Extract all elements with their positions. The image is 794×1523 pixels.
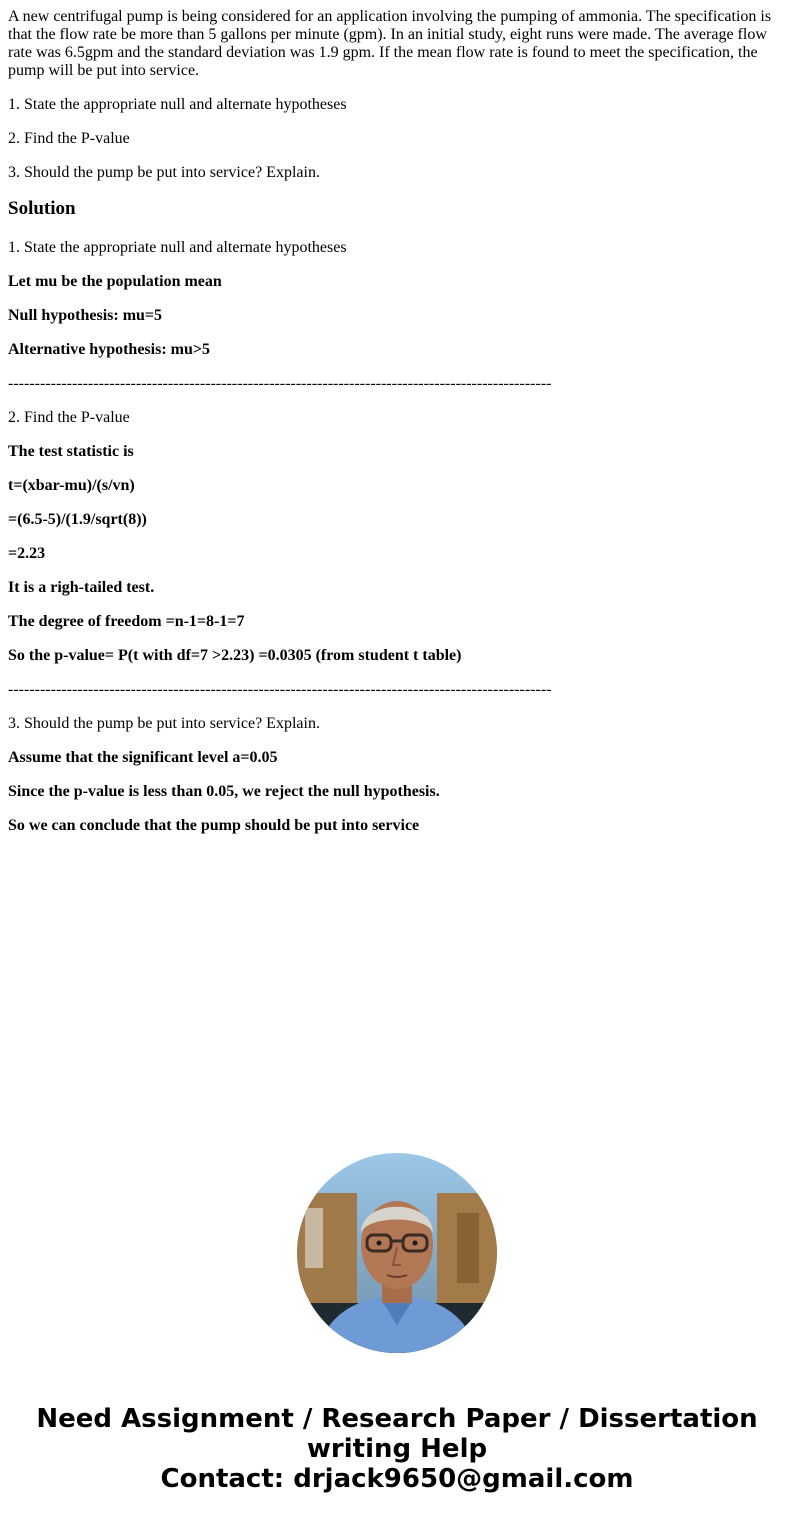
part2-line: It is a righ-tailed test. (8, 579, 155, 596)
part1-label: 1. State the appropriate null and alternate hypotheses (8, 239, 347, 256)
part1-line: Null hypothesis: mu=5 (8, 307, 163, 324)
divider: ------------------------------------------------------------------------------------------------------ (8, 375, 552, 392)
question-item-3: 3. Should the pump be put into service? Explain. (8, 164, 320, 181)
part1-line: Alternative hypothesis: mu>5 (8, 341, 210, 358)
question-intro: A new centrifugal pump is being considered for an application involving the pumping of ammonia. The specification is that the flow rate be more than 5 gallons per minute (gpm). In an initial study, eight runs were made. The average flow rate was 6.5gpm and the standard deviation was 1.9 gpm. If the mean flow rate is found to meet the specification, the pump will be put into service. (8, 8, 772, 79)
part3-line: Assume that the significant level a=0.05 (8, 749, 278, 766)
solution-heading: Solution (8, 198, 76, 219)
part2-line: t=(xbar-mu)/(s/vn) (8, 477, 135, 494)
part3-line: Since the p-value is less than 0.05, we reject the null hypothesis. (8, 783, 440, 800)
part2-line: =(6.5-5)/(1.9/sqrt(8)) (8, 511, 147, 528)
tutor-portrait-icon (297, 1153, 497, 1353)
question-item-1: 1. State the appropriate null and alternate hypotheses (8, 96, 347, 113)
divider: ------------------------------------------------------------------------------------------------------ (8, 681, 552, 698)
document-body (8, 8, 778, 851)
part2-line: =2.23 (8, 545, 46, 562)
part2-line: So the p-value= P(t with df=7 >2.23) =0.0305 (from student t table) (8, 647, 462, 664)
footer-banner (0, 1404, 794, 1494)
part3-line: So we can conclude that the pump should be put into service (8, 817, 420, 834)
part1-line: Let mu be the population mean (8, 273, 222, 290)
tutor-avatar (297, 1153, 497, 1353)
part2-line: The test statistic is (8, 443, 134, 460)
footer-line-1: Need Assignment / Research Paper / Dissertation (36, 1404, 758, 1434)
footer-contact[interactable]: Contact: drjack9650@gmail.com (160, 1464, 634, 1494)
part2-line: The degree of freedom =n-1=8-1=7 (8, 613, 245, 630)
part2-label: 2. Find the P-value (8, 409, 130, 426)
part3-label: 3. Should the pump be put into service? Explain. (8, 715, 320, 732)
question-item-2: 2. Find the P-value (8, 130, 130, 147)
footer-line-2: writing Help (306, 1434, 488, 1464)
